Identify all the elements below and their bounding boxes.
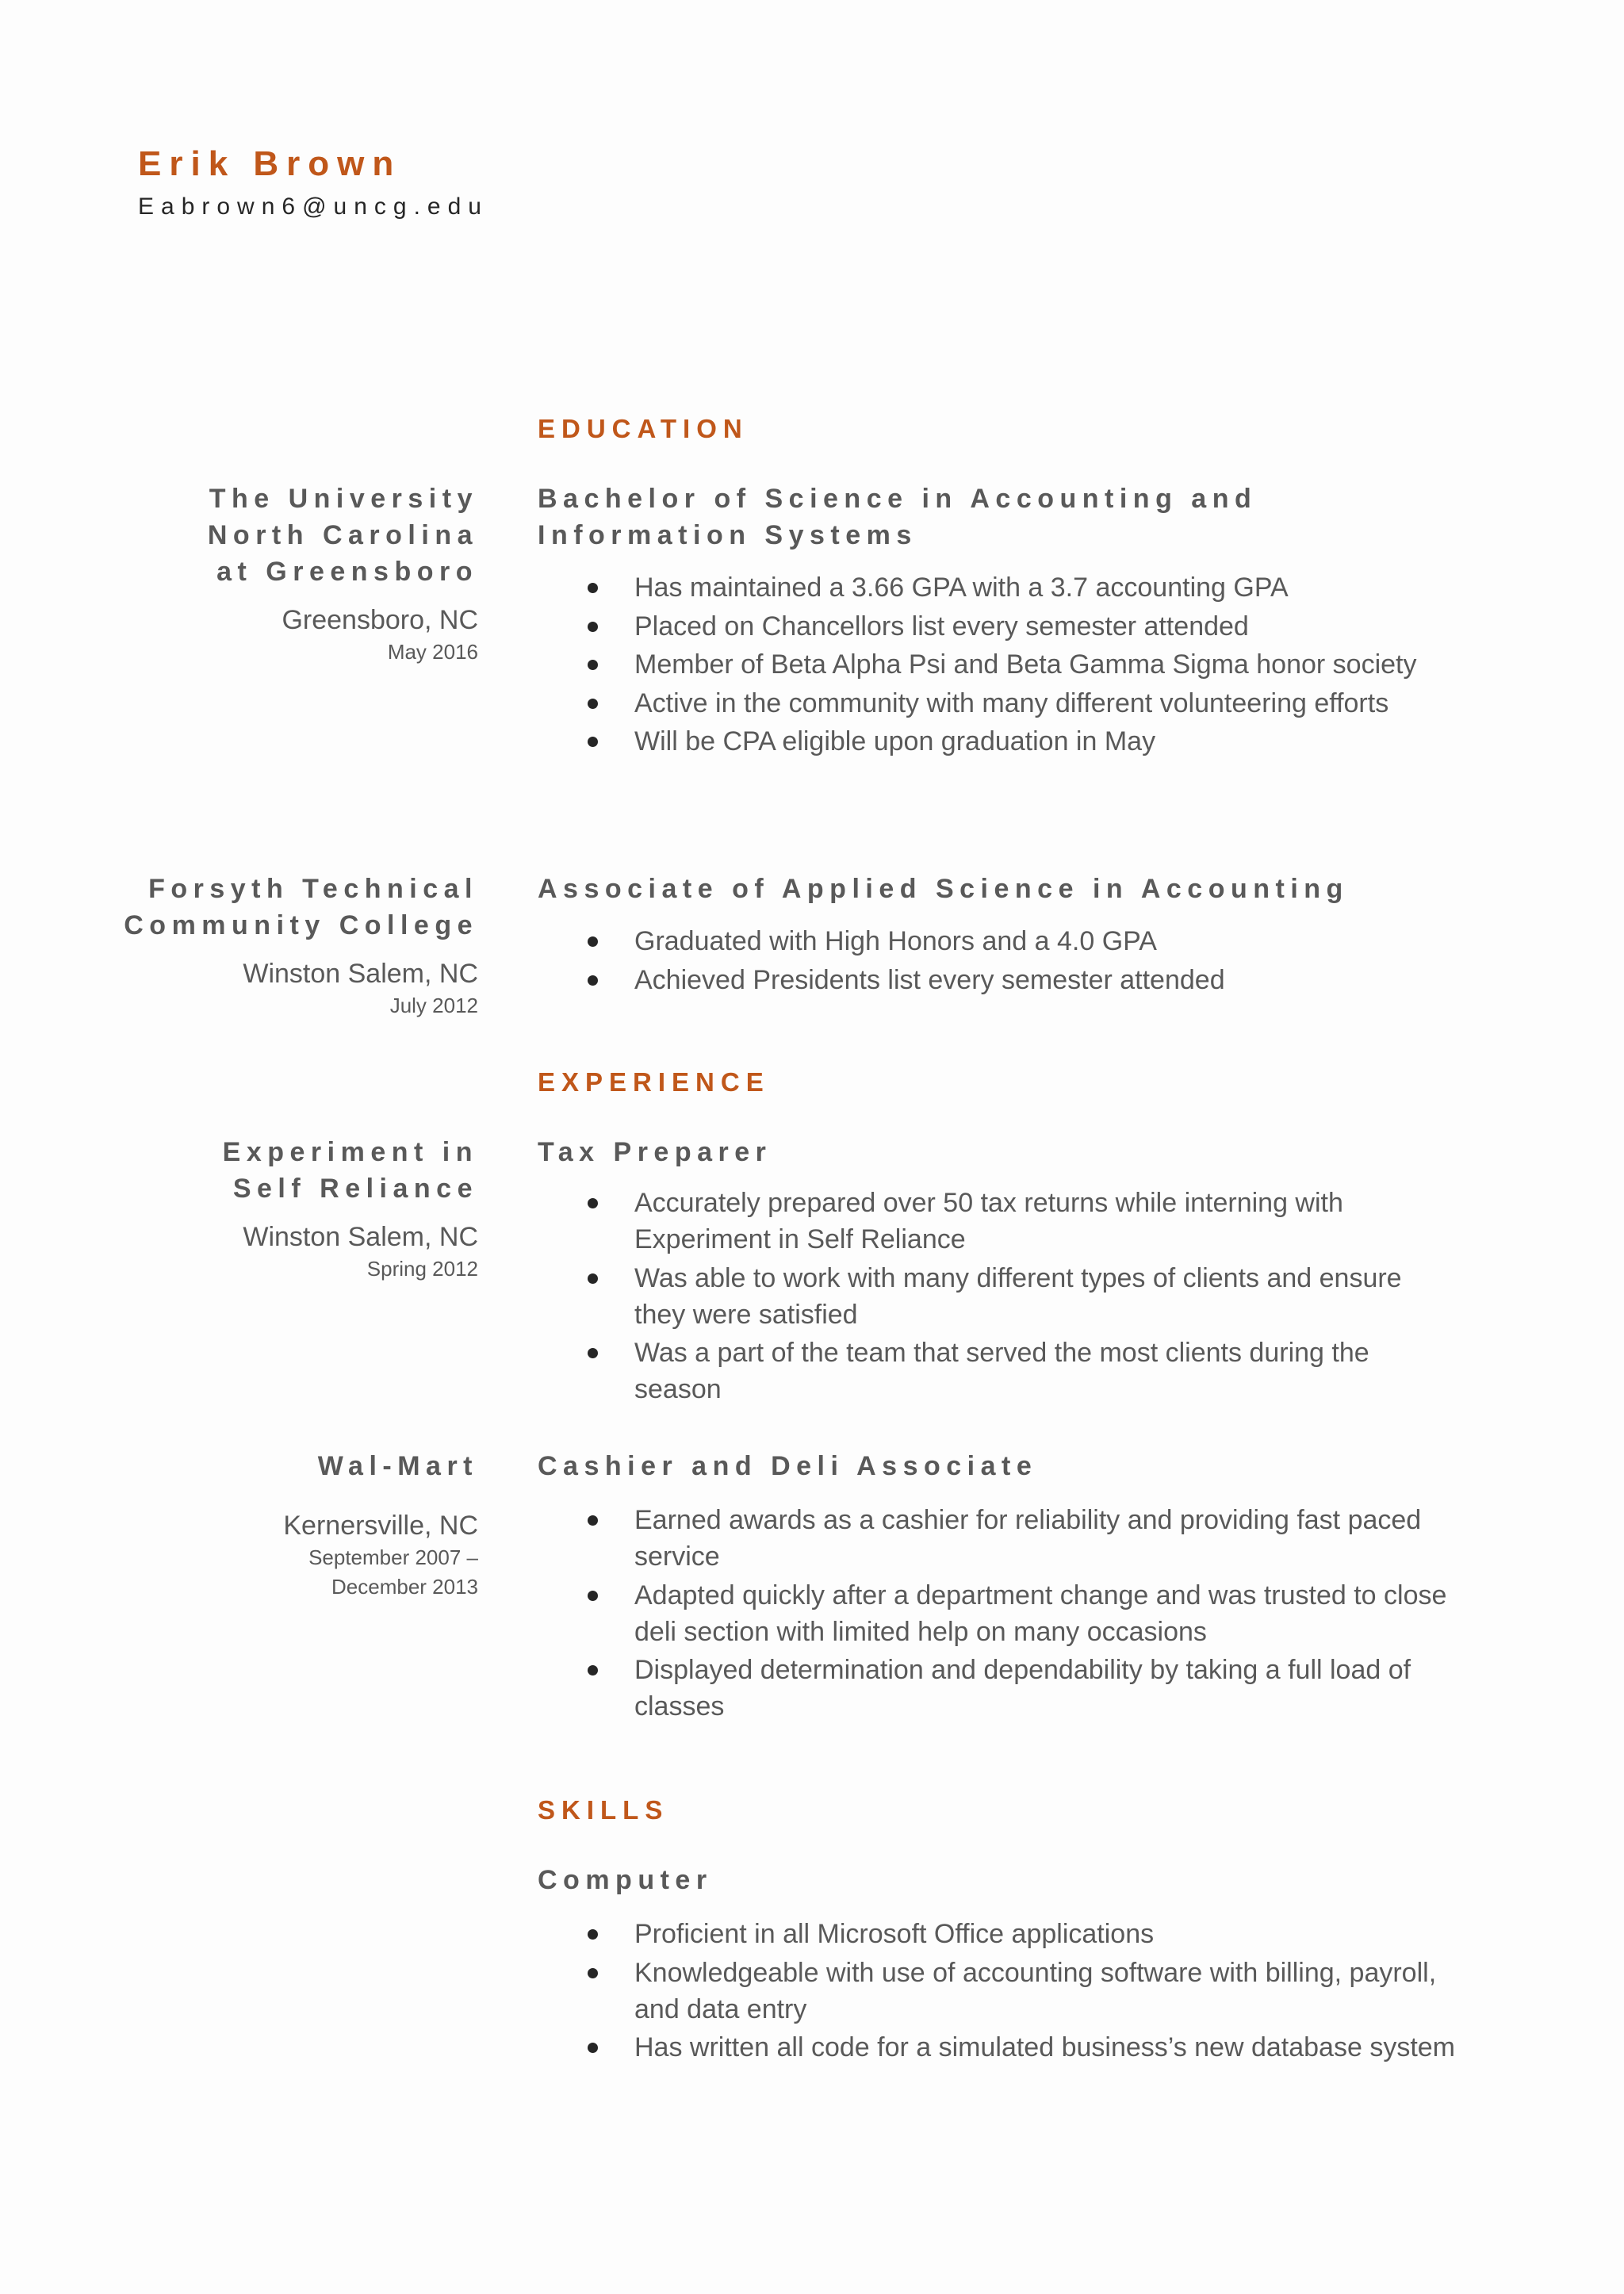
education-date: May 2016 <box>387 640 478 664</box>
experience-date: Spring 2012 <box>366 1257 478 1281</box>
list-item: Accurately prepared over 50 tax returns while interning with Experiment in Self Reliance <box>538 1185 1426 1258</box>
education-entry-2-meta <box>113 871 478 1021</box>
experience-entry-2-details <box>538 1448 1489 1727</box>
list-item: Was able to work with many different types of clients and ensure they were satisfied <box>538 1260 1426 1333</box>
skills-entry-1-details <box>538 1862 1489 2068</box>
education-date: July 2012 <box>389 994 478 1017</box>
education-org: Forsyth Technical Community College <box>124 874 478 940</box>
experience-role: Tax Preparer <box>538 1137 772 1167</box>
list-item: Achieved Presidents list every semester attended <box>538 962 1489 998</box>
education-degree: Associate of Applied Science in Accounting <box>538 874 1349 904</box>
experience-role: Cashier and Deli Associate <box>538 1451 1038 1481</box>
list-item: Active in the community with many different volunteering efforts <box>538 685 1489 722</box>
list-item: Was a part of the team that served the most clients during the season <box>538 1335 1426 1407</box>
education-degree: Bachelor of Science in Accounting and Information Systems <box>538 484 1258 550</box>
skills-bullets <box>538 1916 1473 2066</box>
list-item: Will be CPA eligible upon graduation in May <box>538 723 1489 760</box>
education-org: The University North Carolina at Greensboro <box>207 484 478 587</box>
experience-entry-1-details <box>538 1134 1489 1410</box>
education-location: Greensboro, NC <box>282 605 478 635</box>
section-title-education: EDUCATION <box>538 414 749 443</box>
list-item: Displayed determination and dependability by taking a full load of classes <box>538 1652 1473 1725</box>
list-item: Proficient in all Microsoft Office applications <box>538 1916 1473 1952</box>
section-title-skills: SKILLS <box>538 1795 669 1825</box>
experience-entry-1-meta <box>113 1134 478 1284</box>
experience-entry-2-meta <box>113 1448 478 1602</box>
section-title-experience: EXPERIENCE <box>538 1067 770 1097</box>
experience-org: Experiment in Self Reliance <box>222 1137 478 1204</box>
candidate-name: Erik Brown <box>138 144 402 183</box>
education-bullets <box>538 569 1489 760</box>
experience-org: Wal-Mart <box>317 1451 478 1481</box>
experience-location: Kernersville, NC <box>283 1511 478 1541</box>
education-entry-1-details <box>538 481 1489 762</box>
education-location: Winston Salem, NC <box>243 959 478 989</box>
experience-bullets <box>538 1502 1473 1725</box>
list-item: Has written all code for a simulated business’s new database system <box>538 2029 1473 2066</box>
experience-bullets <box>538 1185 1426 1407</box>
candidate-email[interactable]: Eabrown6@uncg.edu <box>138 193 488 220</box>
list-item: Placed on Chancellors list every semester attended <box>538 608 1489 645</box>
list-item: Knowledgeable with use of accounting software with billing, payroll, and data entry <box>538 1955 1473 2028</box>
education-entry-1-meta <box>113 481 478 667</box>
experience-location: Winston Salem, NC <box>243 1222 478 1252</box>
list-item: Has maintained a 3.66 GPA with a 3.7 accounting GPA <box>538 569 1489 606</box>
list-item: Graduated with High Honors and a 4.0 GPA <box>538 923 1489 959</box>
list-item: Earned awards as a cashier for reliability and providing fast paced service <box>538 1502 1473 1575</box>
education-bullets <box>538 923 1489 998</box>
education-entry-2-details <box>538 871 1489 1000</box>
list-item: Member of Beta Alpha Psi and Beta Gamma Sigma honor society <box>538 646 1489 683</box>
skills-category: Computer <box>538 1865 713 1895</box>
experience-date: September 2007 – December 2013 <box>308 1545 478 1599</box>
list-item: Adapted quickly after a department change and was trusted to close deli section with limited help on many occasions <box>538 1577 1473 1650</box>
